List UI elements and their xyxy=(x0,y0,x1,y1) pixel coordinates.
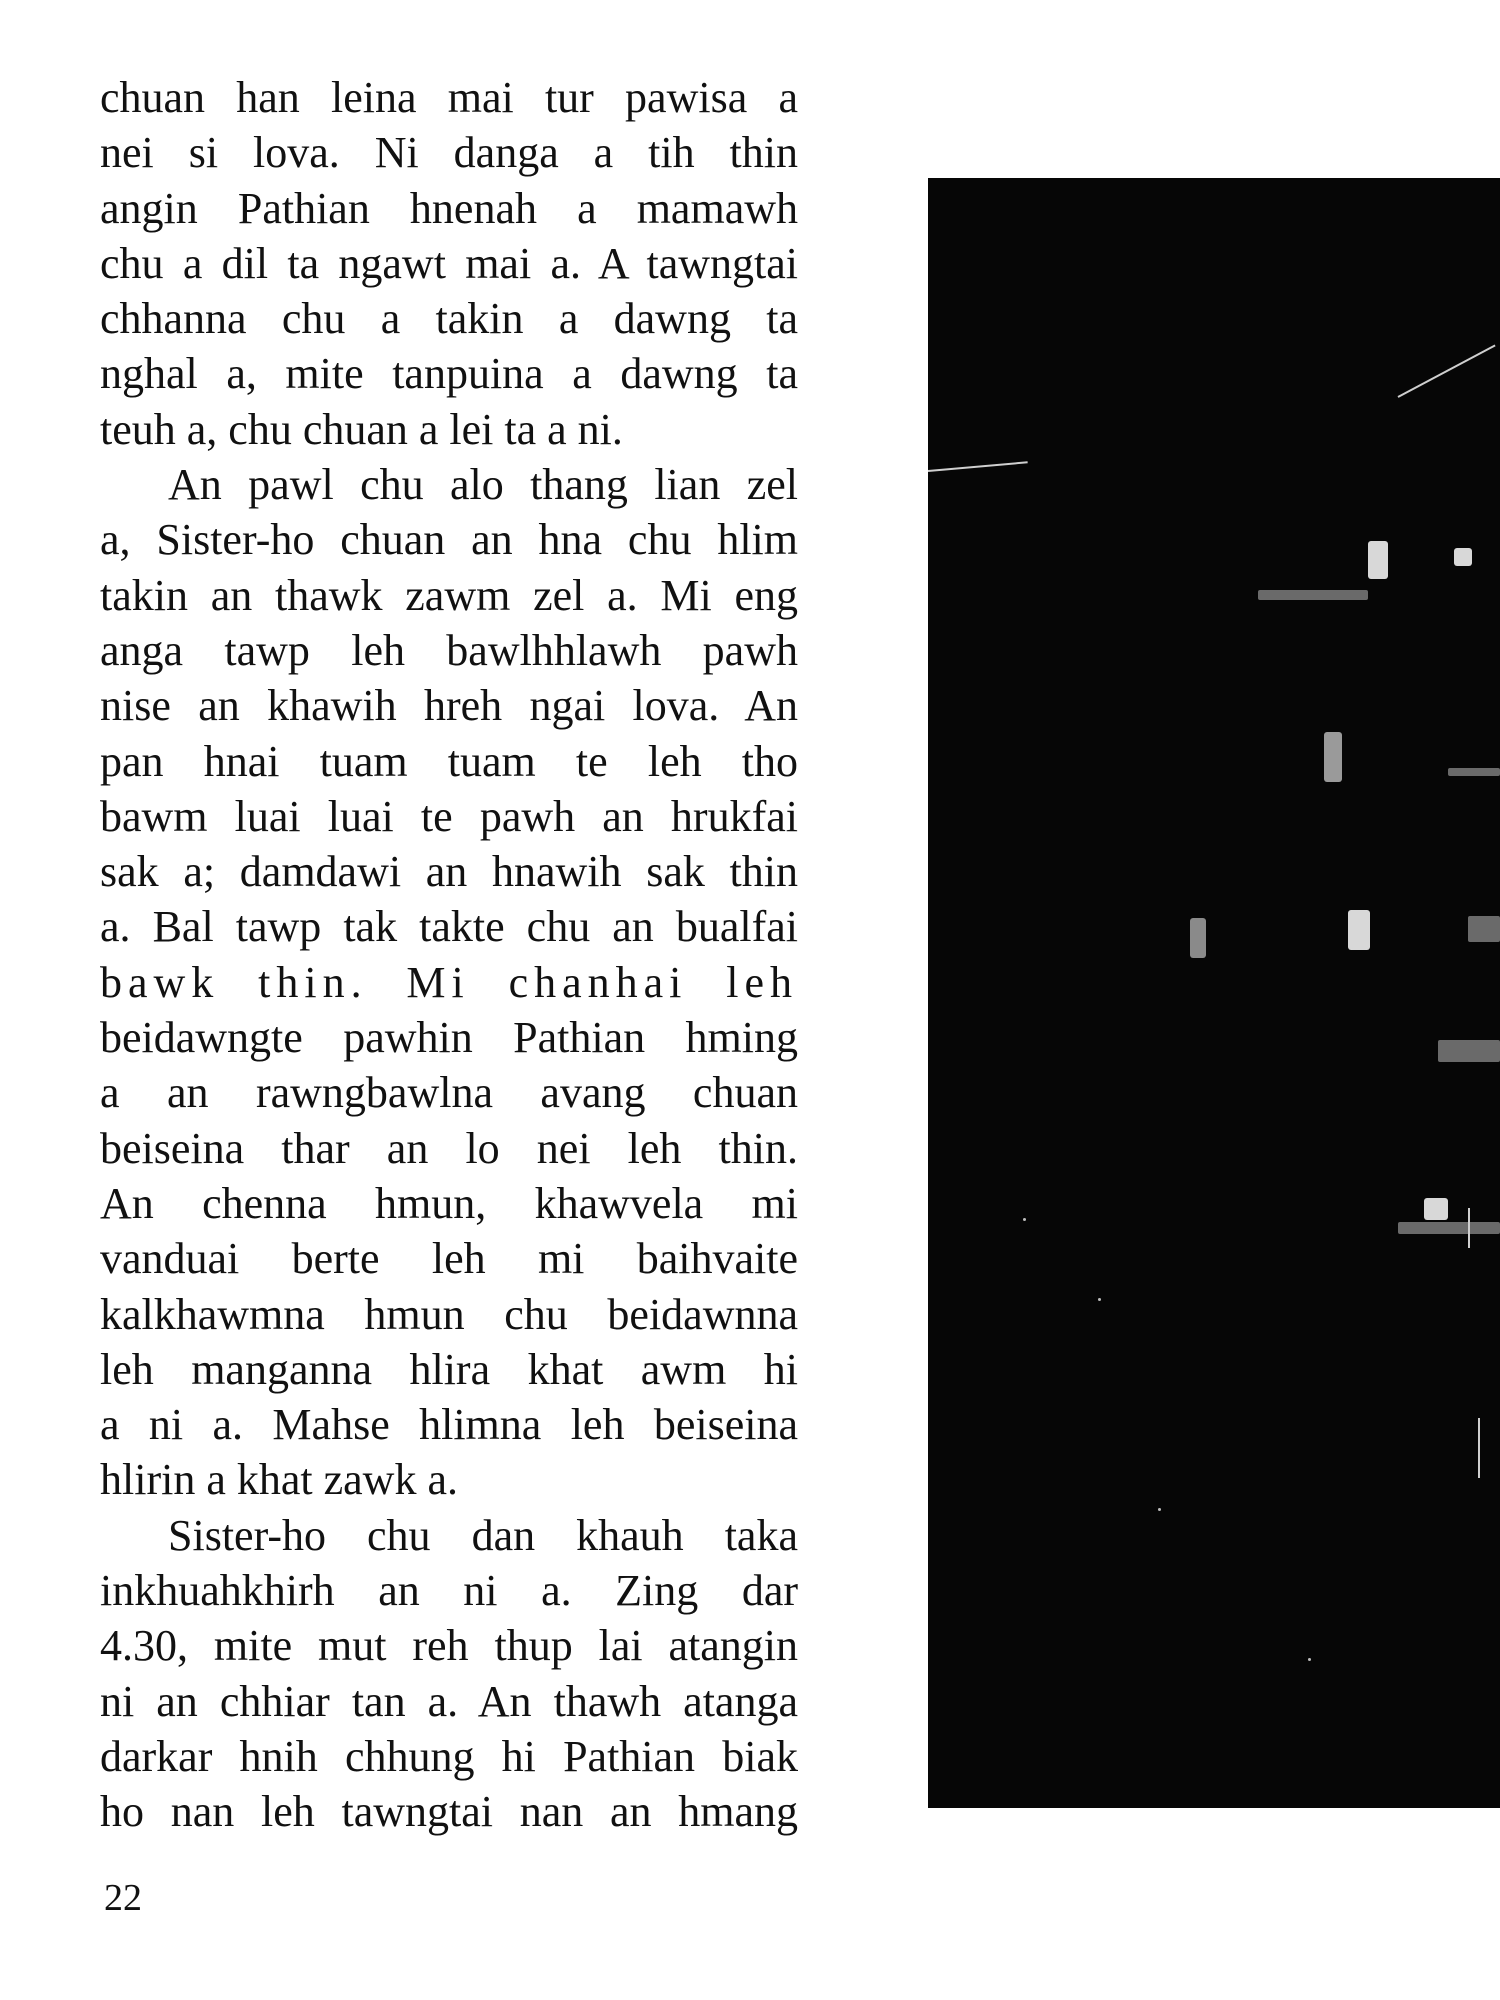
shadow-highlight xyxy=(1258,590,1368,600)
text-line: a, Sister-ho chuan an hna chu hlim xyxy=(100,515,798,565)
speck xyxy=(1023,1218,1026,1221)
text-line: 4.30, mite mut reh thup lai atangin xyxy=(100,1621,798,1671)
text-line: bawk thin. Mi chanhai leh xyxy=(100,957,798,1007)
text-line: chu a dil ta ngawt mai a. A tawngtai xyxy=(100,238,798,288)
light-highlight xyxy=(1368,541,1388,579)
shadow-highlight xyxy=(1448,768,1500,776)
text-line: darkar hnih chhung hi Pathian biak xyxy=(100,1731,798,1781)
text-line: An chenna hmun, khawvela mi xyxy=(100,1178,798,1228)
text-line: nghal a, mite tanpuina a dawng ta xyxy=(100,349,798,399)
speck xyxy=(1308,1658,1311,1661)
shadow-highlight xyxy=(1438,1040,1500,1062)
text-line: anga tawp leh bawlhhlawh pawh xyxy=(100,625,798,675)
text-line: kalkhawmna hmun chu beidawnna xyxy=(100,1289,798,1339)
text-line: a. Bal tawp tak takte chu an bualfai xyxy=(100,902,798,952)
text-line: chhanna chu a takin a dawng ta xyxy=(100,294,798,344)
light-highlight xyxy=(1324,732,1342,782)
speck xyxy=(1158,1508,1161,1511)
text-line: angin Pathian hnenah a mamawh xyxy=(100,183,798,233)
body-text-column xyxy=(100,70,798,1840)
text-line: An pawl chu alo thang lian zel xyxy=(168,460,798,510)
scratch-mark xyxy=(1398,344,1496,397)
shadow-highlight xyxy=(1468,916,1500,942)
light-highlight xyxy=(1348,910,1370,950)
speck xyxy=(1098,1298,1101,1301)
scratch-mark xyxy=(1468,1208,1470,1248)
text-line: beidawngte pawhin Pathian hming xyxy=(100,1013,798,1063)
text-line: a an rawngbawlna avang chuan xyxy=(100,1068,798,1118)
text-line: vanduai berte leh mi baihvaite xyxy=(100,1234,798,1284)
text-line: bawm luai luai te pawh an hrukfai xyxy=(100,791,798,841)
scratch-mark xyxy=(928,461,1028,472)
light-highlight xyxy=(1190,918,1206,958)
text-line: beiseina thar an lo nei leh thin. xyxy=(100,1123,798,1173)
text-line: pan hnai tuam tuam te leh tho xyxy=(100,736,798,786)
scratch-mark xyxy=(1478,1418,1480,1478)
text-line: ho nan leh tawngtai nan an hmang xyxy=(100,1787,798,1837)
shadow-highlight xyxy=(1398,1222,1500,1234)
text-line: nei si lova. Ni danga a tih thin xyxy=(100,128,798,178)
text-line: takin an thawk zawm zel a. Mi eng xyxy=(100,570,798,620)
text-line: teuh a, chu chuan a lei ta a ni. xyxy=(100,404,623,454)
text-line: a ni a. Mahse hlimna leh beiseina xyxy=(100,1400,798,1450)
text-line: inkhuahkhirh an ni a. Zing dar xyxy=(100,1566,798,1616)
text-line: nise an khawih hreh ngai lova. An xyxy=(100,681,798,731)
text-line: Sister-ho chu dan khauh taka xyxy=(168,1510,798,1560)
light-highlight xyxy=(1424,1198,1448,1220)
dark-photograph xyxy=(928,178,1500,1808)
text-line: chuan han leina mai tur pawisa a xyxy=(100,73,798,122)
text-line: ni an chhiar tan a. An thawh atanga xyxy=(100,1676,798,1726)
text-line: sak a; damdawi an hnawih sak thin xyxy=(100,847,798,897)
text-line: leh manganna hlira khat awm hi xyxy=(100,1344,798,1394)
text-line: hlirin a khat zawk a. xyxy=(100,1455,458,1505)
page-number: 22 xyxy=(104,1877,142,1919)
light-highlight xyxy=(1454,548,1472,566)
